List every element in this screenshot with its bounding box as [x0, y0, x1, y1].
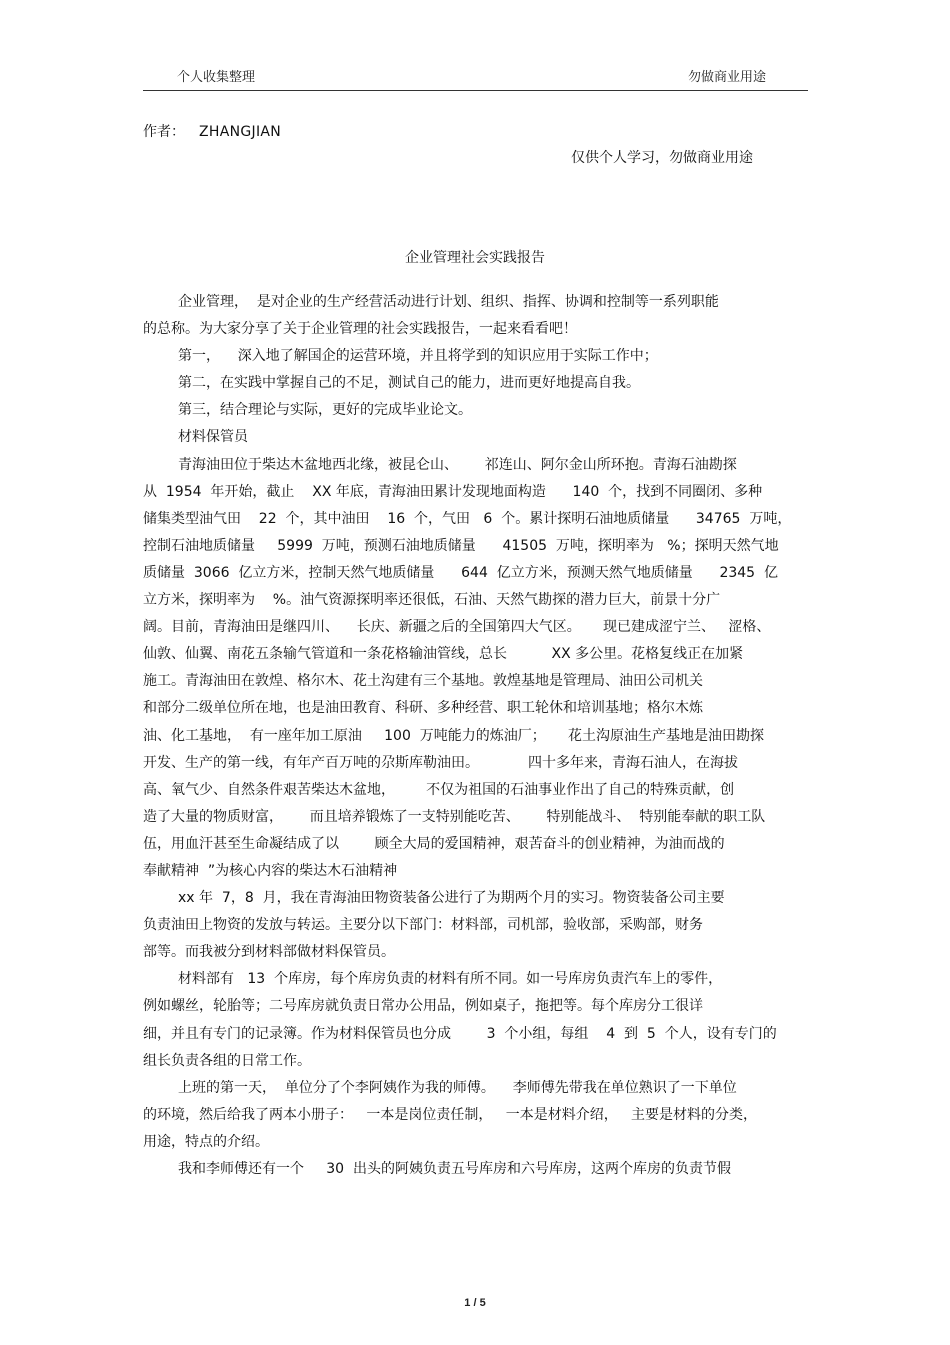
- text-line: 组长负责各组的日常工作。: [143, 1052, 311, 1069]
- text-line: xx 年 7，8 月，我在青海油田物资装备公进行了为期两个月的实习。物资装备公司主要: [178, 890, 725, 907]
- text-line: 第一， 深入地了解国企的运营环境，并且将学到的知识应用于实际工作中；: [178, 348, 658, 365]
- text-line: 质储量 3066 亿立方米，控制天然气地质储量 644 亿立方米，预测天然气地质储量 2345 亿: [143, 564, 778, 581]
- text-line: 用途，特点的介绍。: [143, 1133, 269, 1150]
- text-line: 伍，用血汗甚至生命凝结成了以 顾全大局的爱国精神，艰苦奋斗的创业精神，为油而战的: [143, 835, 725, 852]
- text-line: 开发、生产的第一线，有年产百万吨的尕斯库勒油田。 四十多年来，青海石油人，在海拔: [143, 754, 738, 771]
- header-divider: [143, 90, 808, 91]
- text-line: 控制石油地质储量 5999 万吨，预测石油地质储量 41505 万吨，探明率为 %；探明天然气地: [143, 537, 779, 554]
- text-line: 仙敦、仙翼、南花五条输气管道和一条花格输油管线，总长 XX 多公里。花格复线正在加紧: [143, 646, 744, 663]
- text-line: 的环境，然后给我了两本小册子： 一本是岗位责任制， 一本是材料介绍， 主要是材料的分类，: [143, 1106, 758, 1123]
- document-title: 企业管理社会实践报告: [405, 250, 545, 266]
- text-line: 第三，结合理论与实际，更好的完成毕业论文。: [178, 402, 472, 419]
- running-header-right: 勿做商业用途: [688, 70, 767, 85]
- text-line: 阔。目前，青海油田是继四川、 长庆、新疆之后的全国第四大气区。 现已建成涩宁兰、 涩格、: [143, 619, 771, 636]
- text-line: 青海油田位于柴达木盆地西北缘，被昆仑山、 祁连山、阿尔金山所环抱。青海石油勘探: [178, 456, 737, 473]
- text-line: 上班的第一天， 单位分了个李阿姨作为我的师傅。 李师傅先带我在单位熟识了一下单位: [178, 1079, 737, 1096]
- page-number: 1 / 5: [464, 1297, 486, 1309]
- text-line: 奉献精神 ”为核心内容的柴达木石油精神: [143, 862, 398, 879]
- text-line: 从 1954 年开始，截止 XX 年底，青海油田累计发现地面构造 140 个，找到不同圈闭、多种: [143, 483, 763, 500]
- text-line: 的总称。为大家分享了关于企业管理的社会实践报告，一起来看看吧！: [143, 321, 577, 338]
- text-line: 部等。而我被分到材料部做材料保管员。: [143, 944, 395, 961]
- text-line: 例如螺丝，轮胎等；二号库房就负责日常办公用品，例如桌子，拖把等。每个库房分工很详: [143, 998, 703, 1015]
- text-line: 材料保管员: [178, 429, 248, 446]
- text-line: 油、化工基地， 有一座年加工原油 100 万吨能力的炼油厂； 花土沟原油生产基地是油田勘探: [143, 727, 765, 744]
- document-body: [143, 289, 823, 1183]
- text-line: 造了大量的物质财富， 而且培养锻炼了一支特别能吃苦、 特别能战斗、 特别能奉献的职工队: [143, 808, 766, 825]
- text-line: 负责油田上物资的发放与转运。主要分以下部门：材料部，司机部，验收部，采购部，财务: [143, 917, 703, 934]
- text-line: 储集类型油气田 22 个，其中油田 16 个，气田 6 个。累计探明石油地质储量 34765 万吨，: [143, 510, 792, 527]
- usage-notice: 仅供个人学习，勿做商业用途: [571, 150, 753, 166]
- author-name: ZHANGJIAN: [199, 124, 282, 140]
- text-line: 高、氧气少、自然条件艰苦柴达木盆地， 不仅为祖国的石油事业作出了自己的特殊贡献，创: [143, 781, 735, 798]
- author-label: 作者：: [143, 124, 185, 140]
- text-line: 第二，在实践中掌握自己的不足，测试自己的能力，进而更好地提高自我。: [178, 375, 640, 392]
- text-line: 材料部有 13 个库房，每个库房负责的材料有所不同。如一号库房负责汽车上的零件，: [178, 971, 723, 988]
- text-line: 和部分二级单位所在地，也是油田教育、科研、多种经营、职工轮休和培训基地；格尔木炼: [143, 700, 703, 717]
- author-line: [143, 121, 281, 141]
- text-line: 施工。青海油田在敦煌、格尔木、花土沟建有三个基地。敦煌基地是管理局、油田公司机关: [143, 673, 703, 690]
- text-line: 立方米，探明率为 %。油气资源探明率还很低，石油、天然气勘探的潜力巨大，前景十分广: [143, 592, 721, 609]
- text-line: 我和李师傅还有一个 30 出头的阿姨负责五号库房和六号库房，这两个库房的负责节假: [178, 1161, 731, 1177]
- text-line: 细，并且有专门的记录簿。作为材料保管员也分成 3 个小组，每组 4 到 5 个人，设有专门的: [143, 1025, 777, 1042]
- text-line: 企业管理， 是对企业的生产经营活动进行计划、组织、指挥、协调和控制等一系列职能: [178, 294, 719, 310]
- running-header-left: 个人收集整理: [177, 70, 256, 85]
